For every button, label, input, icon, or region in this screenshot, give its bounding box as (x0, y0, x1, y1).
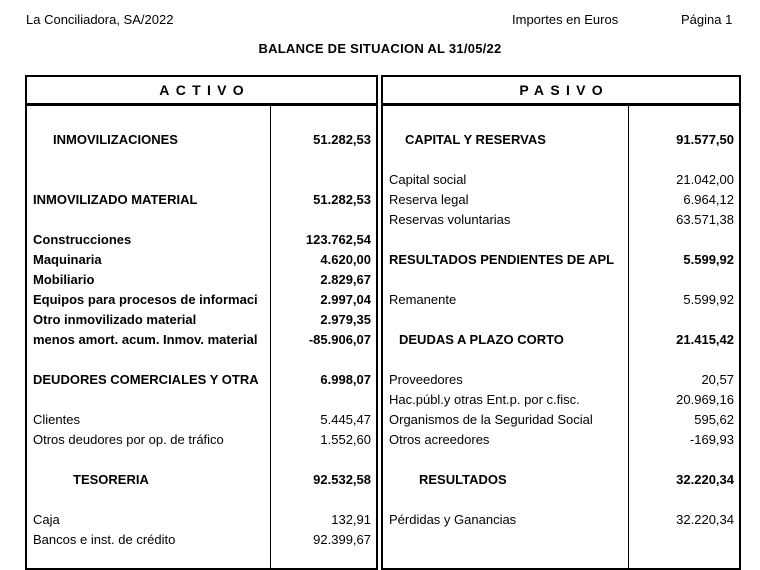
row-value: 32.220,34 (676, 512, 734, 527)
table-row (27, 370, 376, 390)
table-row (383, 290, 739, 310)
document-title: BALANCE DE SITUACION AL 31/05/22 (258, 41, 502, 56)
row-label: RESULTADOS (419, 472, 507, 487)
row-value: 4.620,00 (320, 252, 371, 267)
row-label: INMOVILIZADO MATERIAL (33, 192, 198, 207)
table-row (383, 250, 739, 270)
row-label: Remanente (389, 292, 457, 307)
row-value: 123.762,54 (305, 232, 371, 247)
table-row (27, 290, 376, 310)
row-value: -169,93 (689, 432, 734, 447)
table-row (27, 330, 376, 350)
table-row (27, 210, 376, 230)
row-value: 20.969,16 (676, 392, 734, 407)
row-label: DEUDORES COMERCIALES Y OTRA (33, 372, 259, 387)
table-row (383, 350, 739, 370)
row-value: 2.997,04 (320, 292, 371, 307)
row-value: 5.445,47 (320, 412, 371, 427)
table-row (383, 270, 739, 290)
table-row (383, 330, 739, 350)
row-value: 132,91 (331, 512, 371, 527)
row-label: Capital social (389, 172, 467, 187)
table-row (27, 190, 376, 210)
table-row (27, 410, 376, 430)
table-row (383, 430, 739, 450)
row-label: Clientes (33, 412, 80, 427)
row-label: DEUDAS A PLAZO CORTO (399, 332, 564, 347)
row-value: 63.571,38 (676, 212, 734, 227)
table-row (27, 150, 376, 170)
table-row (27, 170, 376, 190)
table-row (383, 510, 739, 530)
row-value: 5.599,92 (683, 292, 734, 307)
row-value: 21.415,42 (676, 332, 734, 347)
table-row (383, 370, 739, 390)
balance-table (25, 75, 741, 570)
report-header (0, 12, 760, 28)
row-value: 1.552,60 (320, 432, 371, 447)
table-row (27, 270, 376, 290)
table-row (27, 530, 376, 550)
table-row (383, 410, 739, 430)
row-value: 92.532,58 (313, 472, 371, 487)
row-value: 21.042,00 (676, 172, 734, 187)
row-label: CAPITAL Y RESERVAS (405, 132, 546, 147)
row-value: 2.829,67 (320, 272, 371, 287)
row-value: 91.577,50 (676, 132, 734, 147)
row-label: INMOVILIZACIONES (53, 132, 178, 147)
table-row (383, 110, 739, 130)
row-label: Equipos para procesos de informaci (33, 292, 258, 307)
row-value: 51.282,53 (313, 132, 371, 147)
row-value: 595,62 (694, 412, 734, 427)
table-row (383, 170, 739, 190)
row-label: Mobiliario (33, 272, 95, 287)
table-row (383, 450, 739, 470)
table-row (27, 350, 376, 370)
row-label: Hac.públ.y otras Ent.p. por c.fisc. (389, 392, 580, 407)
row-label: Caja (33, 512, 60, 527)
row-label: Reservas voluntarias (389, 212, 511, 227)
row-label: Otros deudores por op. de tráfico (33, 432, 224, 447)
table-row (27, 310, 376, 330)
row-value: 2.979,35 (320, 312, 371, 327)
row-label: Bancos e inst. de crédito (33, 532, 176, 547)
table-row (27, 510, 376, 530)
currency-note: Importes en Euros (512, 12, 619, 27)
table-row (383, 150, 739, 170)
row-label: RESULTADOS PENDIENTES DE APL (389, 252, 615, 267)
row-label: Maquinaria (33, 252, 102, 267)
row-label: Otros acreedores (389, 432, 490, 447)
table-row (383, 470, 739, 490)
row-label: Otro inmovilizado material (33, 312, 197, 327)
row-label: Pérdidas y Ganancias (389, 512, 517, 527)
company-name: La Conciliadora, SA/2022 (26, 12, 174, 27)
row-value: 20,57 (701, 372, 734, 387)
row-value: 51.282,53 (313, 192, 371, 207)
pasivo-header: PASIVO (383, 77, 739, 106)
pasivo-column (381, 75, 741, 570)
row-label: Construcciones (33, 232, 132, 247)
row-label: TESORERIA (73, 472, 149, 487)
table-row (27, 130, 376, 150)
table-row (27, 250, 376, 270)
table-row (383, 390, 739, 410)
row-value: 5.599,92 (683, 252, 734, 267)
table-row (383, 190, 739, 210)
table-row (27, 110, 376, 130)
activo-header: ACTIVO (27, 77, 376, 106)
table-row (383, 310, 739, 330)
table-row (27, 230, 376, 250)
page-number: Página 1 (681, 12, 733, 27)
row-value: 32.220,34 (676, 472, 734, 487)
activo-rows (27, 106, 376, 568)
table-row (383, 530, 739, 550)
row-label: Proveedores (389, 372, 463, 387)
row-value: -85.906,07 (308, 332, 371, 347)
table-row (27, 450, 376, 470)
table-row (27, 390, 376, 410)
row-label: menos amort. acum. Inmov. material (33, 332, 258, 347)
row-label: Reserva legal (389, 192, 469, 207)
row-label: Organismos de la Seguridad Social (389, 412, 593, 427)
table-row (383, 230, 739, 250)
row-value: 6.998,07 (320, 372, 371, 387)
table-row (27, 470, 376, 490)
row-value: 92.399,67 (313, 532, 371, 547)
table-row (27, 430, 376, 450)
activo-column (25, 75, 378, 570)
pasivo-rows (383, 106, 739, 568)
table-row (383, 210, 739, 230)
row-value: 6.964,12 (683, 192, 734, 207)
table-row (383, 490, 739, 510)
table-row (27, 490, 376, 510)
table-row (383, 130, 739, 150)
